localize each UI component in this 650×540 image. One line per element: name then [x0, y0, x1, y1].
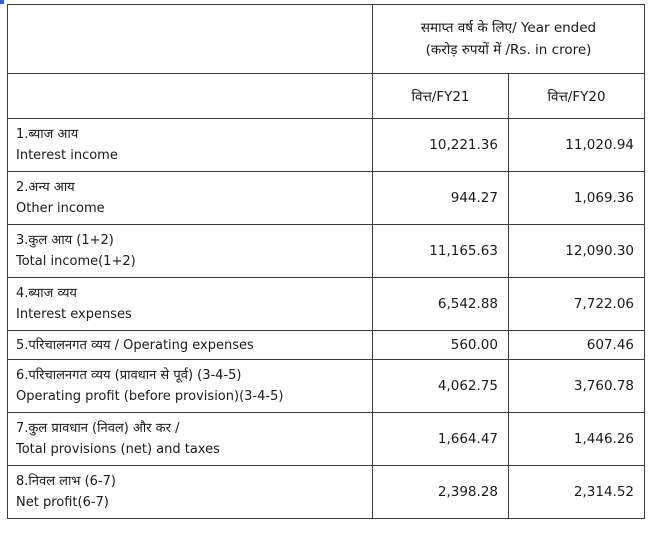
table-row-interest-expenses: [8, 278, 645, 331]
row-label-english: Net profit(6-7): [16, 495, 109, 510]
fy20-value: 1,446.26: [509, 413, 645, 466]
financial-results-table: [7, 4, 645, 519]
row-label: [8, 225, 373, 278]
fy21-value: 6,542.88: [373, 278, 509, 331]
row-label: [8, 119, 373, 172]
row-label-hindi: 6.परिचालनगत व्यय (प्रावधान से पूर्व) (3-4-5): [16, 368, 242, 383]
header-row-year-ended: [8, 5, 645, 74]
fy21-value: 10,221.36: [373, 119, 509, 172]
corner-marker: [0, 0, 4, 4]
row-label-hindi: 7.कुल प्रावधान (निवल) और कर /: [16, 421, 180, 436]
fy20-value: 1,069.36: [509, 172, 645, 225]
fy20-value: 3,760.78: [509, 360, 645, 413]
row-label: 5.परिचालनगत व्यय / Operating expenses: [8, 331, 373, 360]
table-row-interest-income: [8, 119, 645, 172]
fy20-value: 12,090.30: [509, 225, 645, 278]
row-label-hindi: 8.निवल लाभ (6-7): [16, 474, 116, 489]
row-label: [8, 466, 373, 519]
year-ended-header-cell: [373, 5, 645, 74]
fy20-value: 2,314.52: [509, 466, 645, 519]
unit-label: (करोड़ रुपयों में /Rs. in crore): [425, 42, 592, 58]
row-label-hindi: 2.अन्य आय: [16, 180, 75, 195]
row-label: [8, 278, 373, 331]
fy21-value: 2,398.28: [373, 466, 509, 519]
table-row-operating-profit: [8, 360, 645, 413]
table-row-net-profit: [8, 466, 645, 519]
row-label: [8, 413, 373, 466]
fy20-value: 11,020.94: [509, 119, 645, 172]
row-label: [8, 172, 373, 225]
table-row-other-income: [8, 172, 645, 225]
fy20-header: वित्त/FY20: [509, 74, 645, 119]
fy21-value: 1,664.47: [373, 413, 509, 466]
row-label-english: Other income: [16, 201, 105, 216]
row-label-english: Operating profit (before provision)(3-4-5): [16, 389, 284, 404]
row-label-english: Interest expenses: [16, 307, 132, 322]
fy21-header: वित्त/FY21: [373, 74, 509, 119]
row-label-english: Interest income: [16, 148, 118, 163]
year-ended-label: समाप्त वर्ष के लिए/ Year ended: [420, 20, 597, 36]
row-label: [8, 360, 373, 413]
header-blank-cell: [8, 5, 373, 74]
row-label-hindi: 3.कुल आय (1+2): [16, 233, 114, 248]
fy21-value: 11,165.63: [373, 225, 509, 278]
table-row-total-income: [8, 225, 645, 278]
fy21-value: 944.27: [373, 172, 509, 225]
fy20-value: 7,722.06: [509, 278, 645, 331]
header-row-fiscal-years: [8, 74, 645, 119]
fy21-value: 560.00: [373, 331, 509, 360]
table-row-provisions-taxes: [8, 413, 645, 466]
row-label-english: Total income(1+2): [16, 254, 136, 269]
row-label-english: Total provisions (net) and taxes: [16, 442, 220, 457]
row-label-hindi: 4.ब्याज व्यय: [16, 286, 77, 301]
header-blank-cell: [8, 74, 373, 119]
row-label-hindi: 1.ब्याज आय: [16, 127, 79, 142]
fy20-value: 607.46: [509, 331, 645, 360]
table-row-operating-expenses: [8, 331, 645, 360]
fy21-value: 4,062.75: [373, 360, 509, 413]
